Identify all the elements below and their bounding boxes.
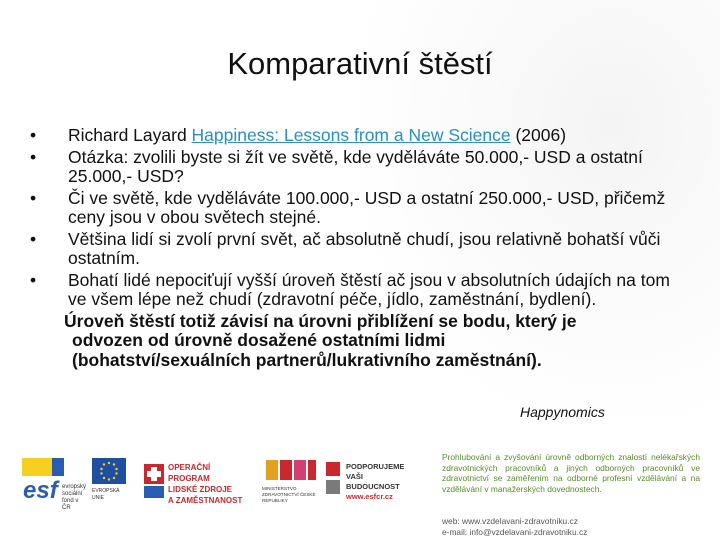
- podporujeme-text: [346, 462, 418, 502]
- bullet-text: (2006): [510, 125, 567, 145]
- op-line: LIDSKÉ ZDROJE: [168, 485, 233, 494]
- conclusion-paragraph: [28, 312, 688, 371]
- eu-flag-icon: [92, 458, 126, 484]
- bullet-dot: •: [30, 125, 37, 145]
- bullet-item: [28, 230, 688, 269]
- bullet-list: [28, 126, 688, 310]
- bullet-text: Otázka: zvolili byste si žít ve světě, kde vyděláváte 50.000,- USD a ostatní 25.000,- USD?: [68, 146, 643, 186]
- email-link[interactable]: e-mail: info@vzdelavani-zdravotniku.cz: [442, 526, 588, 537]
- bullet-item: [28, 148, 688, 187]
- bullet-dot: •: [30, 146, 37, 167]
- contact-info: [442, 516, 587, 537]
- eu-logo: [92, 458, 126, 504]
- op-text: [168, 462, 252, 506]
- pod-line: VAŠI BUDOUCNOST: [346, 472, 400, 491]
- esf-text: esf: [23, 477, 58, 504]
- conclusion-line: odvozen od úrovně dosažené ostatními lidmi: [72, 330, 446, 350]
- eu-caption: EVROPSKÁ UNIE: [92, 488, 120, 501]
- book-link[interactable]: Happiness: Lessons from a New Science: [191, 125, 511, 145]
- ministry-caption: MINISTERSTVO ZDRAVOTNICTVÍ ČESKÉ REPUBLIKY: [262, 486, 316, 503]
- signature: Happynomics: [520, 404, 605, 420]
- bullet-item: [28, 189, 688, 228]
- project-description: Prohlubování a zvyšování úrovně odborných znalostí nelékařských zdravotnických pracovníků a jiných odborných pracovníků ve zdravotnictví se zaměřením na odborné profesní vzdělávání a na vzdělávání v manažerských dovednostech.: [442, 452, 700, 494]
- bullet-dot: •: [30, 187, 37, 208]
- op-line: A ZAMĚSTNANOST: [168, 496, 243, 505]
- bullet-text: Většina lidí si zvolí první svět, ač absolutně chudí, jsou relativně bohatší vůči ostatním.: [68, 228, 661, 268]
- pod-line: PODPORUJEME: [346, 462, 405, 471]
- op-lzz-logo: [142, 458, 252, 506]
- podporujeme-logo: [324, 458, 418, 506]
- ministry-emblem-icon: [262, 458, 318, 484]
- bullet-item: [28, 271, 688, 310]
- web-link[interactable]: web: www.vzdelavani-zdravotniku.cz: [442, 516, 578, 526]
- pod-line: www.esfcr.cz: [346, 492, 393, 501]
- esf-caption: evropský sociální fond v ČR: [62, 484, 87, 511]
- bullet-dot: •: [30, 228, 37, 249]
- slide-title: Komparativní štěstí: [227, 46, 493, 81]
- footer: [0, 444, 720, 540]
- op-line: OPERAČNÍ PROGRAM: [168, 463, 211, 483]
- bullet-item: [28, 126, 688, 146]
- op-cross-icon: [142, 462, 166, 502]
- podporujeme-icon: [324, 460, 344, 500]
- bullet-text: Richard Layard: [68, 125, 192, 145]
- ministry-logo: [262, 458, 318, 506]
- bullet-text: Bohatí lidé nepociťují vyšší úroveň štěstí ač jsou v absolutních údajích na tom ve všem lépe než chudí (zdravotní péče, jídlo, zaměstnání, bydlení).: [68, 269, 670, 309]
- esf-logo: [22, 458, 87, 511]
- slide-content: [28, 126, 688, 370]
- conclusion-line: (bohatství/sexuálních partnerů/lukrativního zaměstnání).: [72, 349, 542, 370]
- bullet-dot: •: [30, 269, 37, 290]
- conclusion-line: Úroveň štěstí totiž závisí na úrovni přiblížení se bodu, který je: [64, 310, 577, 331]
- bullet-text: Či ve světě, kde vyděláváte 100.000,- USD a ostatní 250.000,- USD, přičemž ceny jsou v obou světech stejné.: [68, 187, 666, 227]
